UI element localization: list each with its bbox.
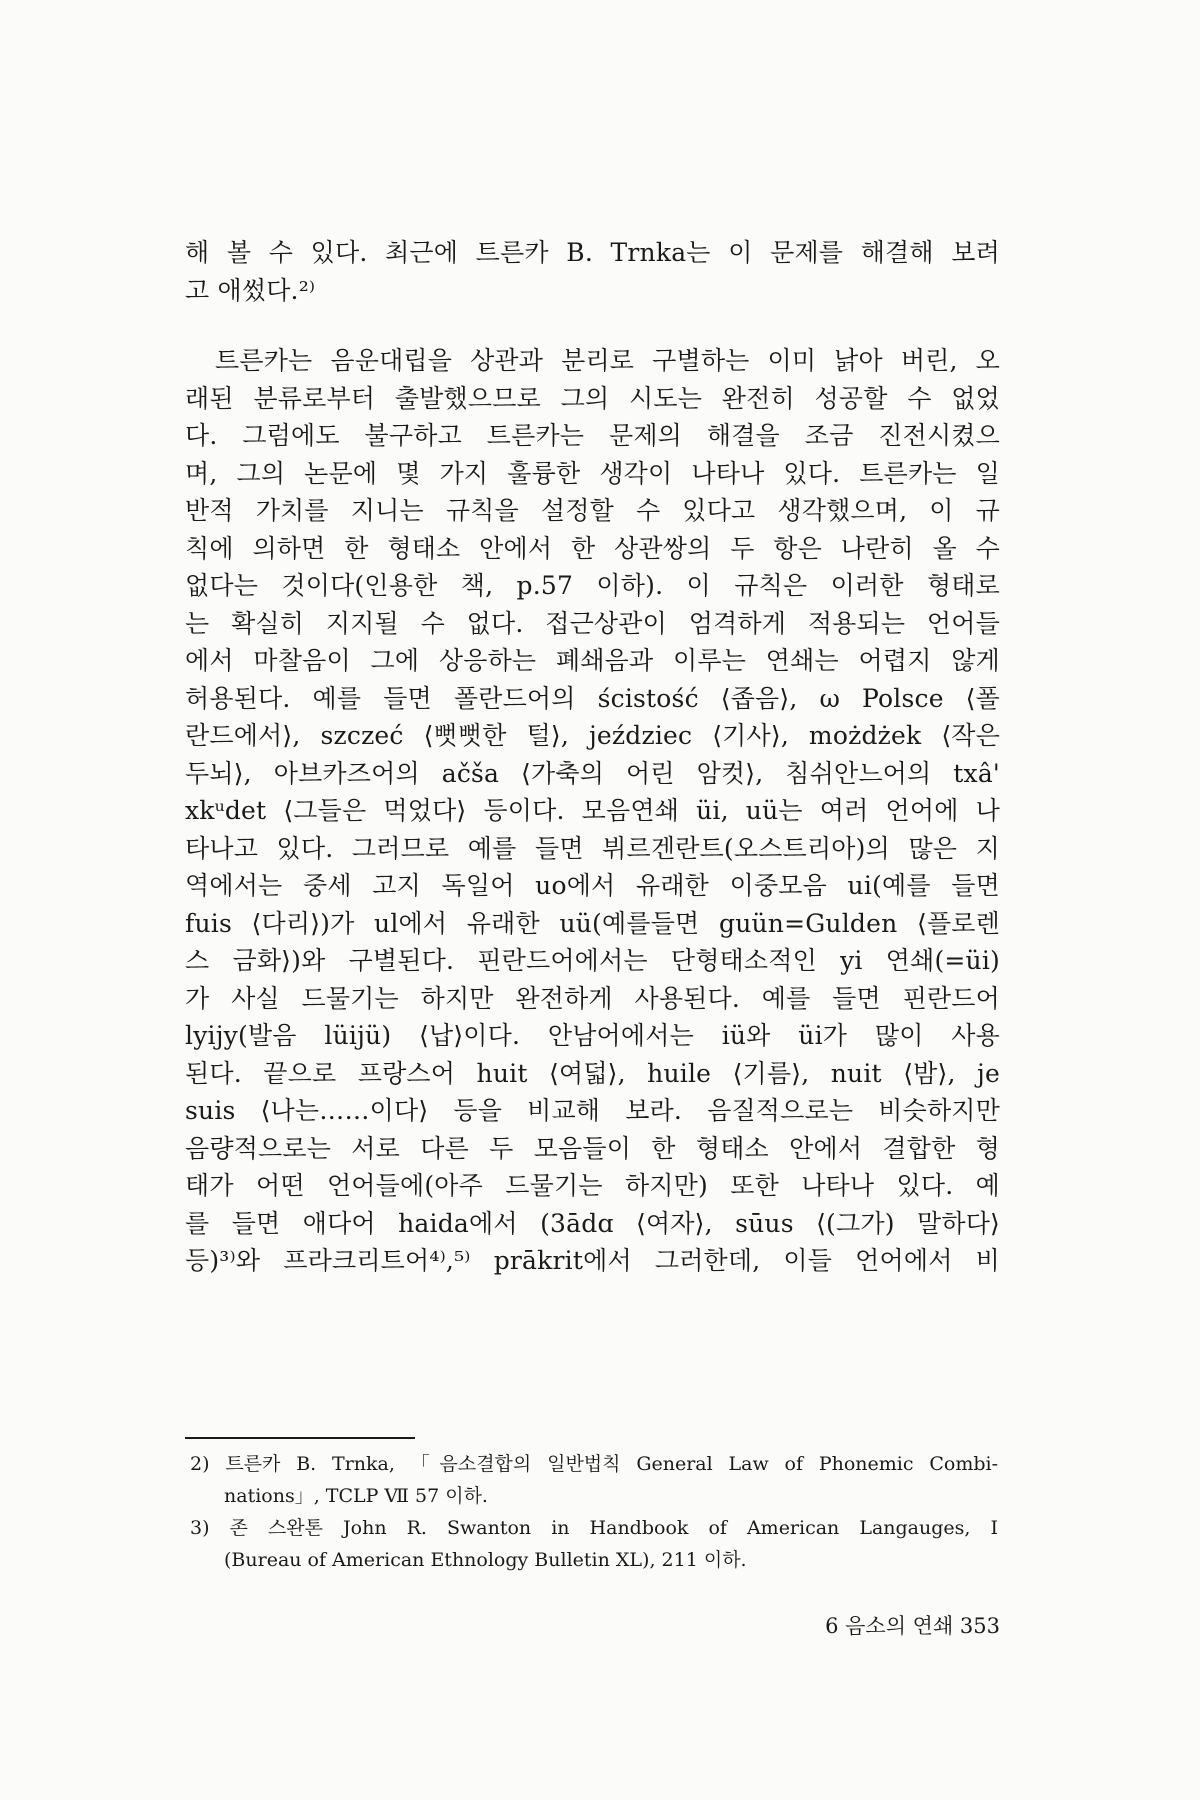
- text-line: 허용된다. 예를 들면 폴란드어의 ścistość ⟨좁음⟩, ω Polsce ⟨폴: [185, 683, 1000, 713]
- text-line: suis ⟨나는……이다⟩ 등을 비교해 보라. 음질적으로는 비슷하지만: [185, 1096, 1000, 1125]
- text-line: 없다는 것이다(인용한 책, p.57 이하). 이 규칙은 이러한 형태로: [185, 571, 1000, 600]
- text-line: 두뇌⟩, 아브카즈어의 ačša ⟨가축의 어린 암컷⟩, 침쉬안느어의 txâ': [185, 758, 1000, 788]
- text-line: 가 사실 드물기는 하지만 완전하게 사용된다. 예를 들면 핀란드어: [185, 983, 1000, 1013]
- body-text: [185, 234, 1000, 1280]
- text-line: 음량적으로는 서로 다른 두 모음들이 한 형태소 안에서 결합한 형: [185, 1133, 1000, 1163]
- footnotes: [190, 1448, 998, 1576]
- text-line: 스 금화⟩)와 구별된다. 핀란드어에서는 단형태소적인 yi 연쇄(=üi): [185, 946, 1000, 975]
- text-line: 는 확실히 지지될 수 없다. 접근상관이 엄격하게 적용되는 언어들: [185, 608, 1000, 638]
- text-line: 역에서는 중세 고지 독일어 uo에서 유래한 이중모음 ui(예를 들면: [185, 871, 1000, 900]
- text-line: 해 볼 수 있다. 최근에 트른카 B. Trnka는 이 문제를 해결해 보려: [185, 238, 1000, 267]
- footnote-3-line: (Bureau of American Ethnology Bulletin XL), 211 이하.: [224, 1549, 747, 1571]
- text-line: xkᵘdet ⟨그들은 먹었다⟩ 등이다. 모음연쇄 üi, uü는 여러 언어에 나: [185, 796, 1000, 825]
- text-line: 며, 그의 논문에 몇 가지 훌륭한 생각이 나타나 있다. 트른카는 일: [185, 458, 1000, 488]
- text-line: 타나고 있다. 그러므로 예를 들면 뷔르겐란트(오스트리아)의 많은 지: [185, 833, 1000, 863]
- footnote-3-line: 3) 존 스완톤 John R. Swanton in Handbook of American Langauges, I: [190, 1517, 998, 1539]
- running-footer: 6 음소의 연쇄 353: [825, 1614, 1000, 1638]
- text-line: 트른카는 음운대립을 상관과 분리로 구별하는 이미 낡아 버린, 오: [215, 346, 1000, 375]
- text-line: 태가 어떤 언어들에(아주 드물기는 하지만) 또한 나타나 있다. 예: [185, 1171, 1000, 1200]
- paragraph-gap: [185, 309, 1000, 342]
- text-line: 등)³⁾와 프라크리트어⁴⁾,⁵⁾ prākrit에서 그러한데, 이들 언어에서 비: [185, 1246, 1000, 1275]
- text-line: 고 애썼다.²⁾: [185, 275, 316, 305]
- text-line: 를 들면 애다어 haida에서 (3ādɑ ⟨여자⟩, sūus ⟨(그가) 말하다⟩: [185, 1208, 1000, 1238]
- text-line: fuis ⟨다리⟩)가 ul에서 유래한 uü(예를들면 guün=Gulden ⟨플로렌: [185, 908, 1000, 938]
- text-line: 칙에 의하면 한 형태소 안에서 한 상관쌍의 두 항은 나란히 올 수: [185, 533, 1000, 563]
- text-line: 래된 분류로부터 출발했으므로 그의 시도는 완전히 성공할 수 없었: [185, 383, 1000, 413]
- footnote-2-line: 2) 트른카 B. Trnka, 「음소결합의 일반법칙 General Law of Phonemic Combi-: [190, 1453, 998, 1475]
- text-line: 다. 그럼에도 불구하고 트른카는 문제의 해결을 조금 진전시켰으: [185, 421, 1000, 450]
- footnote-divider: [185, 1437, 415, 1439]
- text-line: 에서 마찰음이 그에 상응하는 폐쇄음과 이루는 연쇄는 어렵지 않게: [185, 646, 1000, 675]
- text-line: 반적 가치를 지니는 규칙을 설정할 수 있다고 생각했으며, 이 규: [185, 496, 1000, 525]
- text-line: 된다. 끝으로 프랑스어 huit ⟨여덟⟩, huile ⟨기름⟩, nuit ⟨밤⟩, je: [185, 1058, 1000, 1088]
- text-line: 란드에서⟩, szczeć ⟨뻣뻣한 털⟩, jeździec ⟨기사⟩, możdżek ⟨작은: [185, 721, 1000, 750]
- footnote-2-line: nations」, TCLP Ⅶ 57 이하.: [224, 1485, 488, 1507]
- text-line: lyijy(발음 lüijü) ⟨납⟩이다. 안남어에서는 iü와 üi가 많이 사용: [185, 1021, 1000, 1050]
